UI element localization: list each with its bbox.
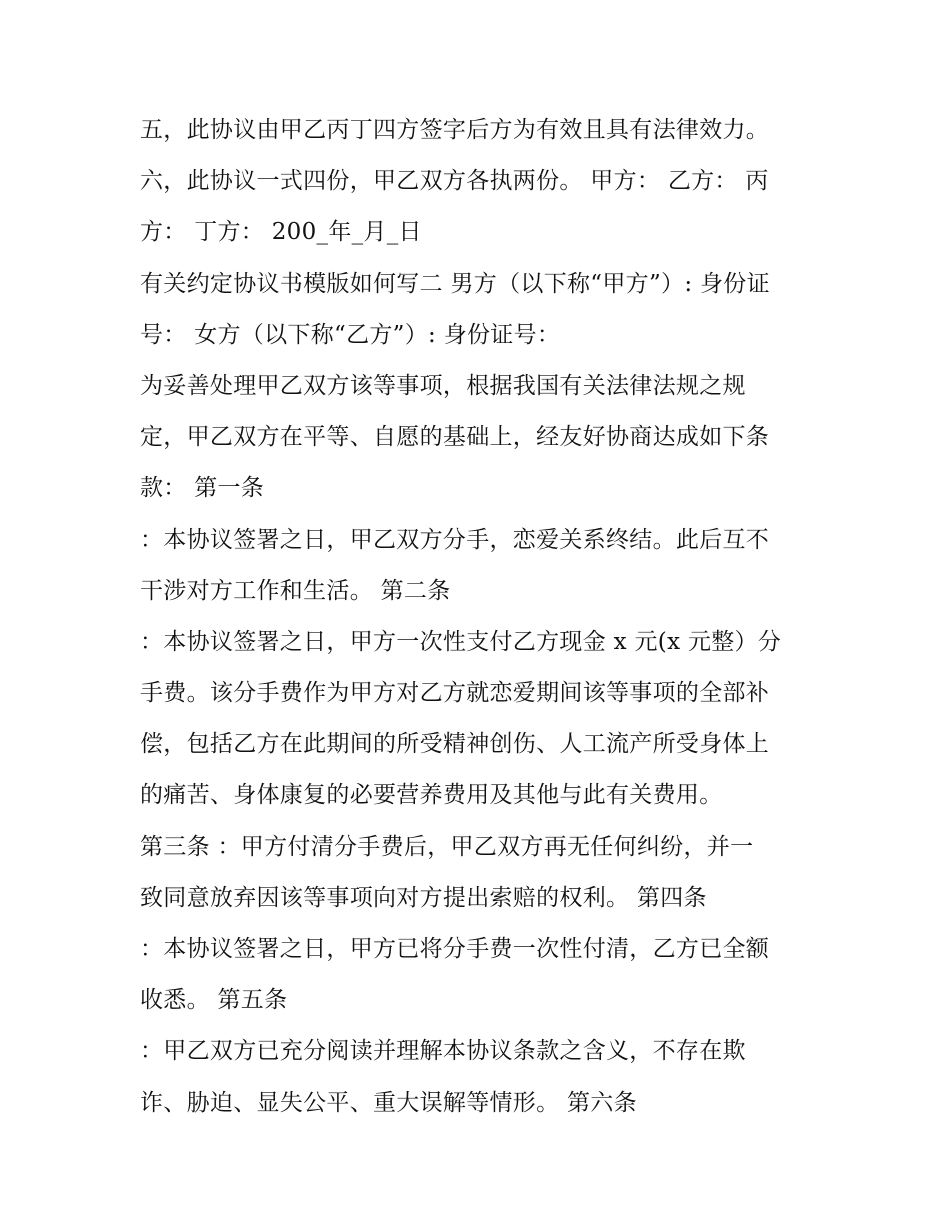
text-line: 六，此协议一式四份，甲乙双方各执两份。 甲方： 乙方： 丙 xyxy=(140,168,769,195)
text-line: 干涉对方工作和生活。 第二条 xyxy=(140,577,451,604)
text-line: 号： 女方（以下称“乙方”）: 身份证号： xyxy=(140,321,561,348)
text-line: 致同意放弃因该等事项向对方提出索赔的权利。 第四条 xyxy=(140,884,707,911)
text-line: ：本协议签署之日，甲乙双方分手，恋爱关系终结。此后互不 xyxy=(140,526,770,553)
text-line: 有关约定协议书模版如何写二 男方（以下称“甲方”）: 身份证 xyxy=(140,270,770,297)
text-line: 诈、胁迫、显失公平、重大误解等情形。 第六条 xyxy=(140,1089,637,1116)
text-line: ：甲乙双方已充分阅读并理解本协议条款之含义，不存在欺 xyxy=(140,1038,746,1065)
text-line: ：本协议签署之日，甲方已将分手费一次性付清，乙方已全额 xyxy=(140,936,770,962)
text-line: 第三条 ：甲方付清分手费后，甲乙双方再无任何纠纷，并一 xyxy=(140,833,754,860)
text-line: 款： 第一条 xyxy=(140,475,265,502)
text-line: ：本协议签署之日，甲方一次性支付乙方现金 x 元(x 元整）分 xyxy=(140,628,782,655)
text-line: 手费。该分手费作为甲方对乙方就恋爱期间该等事项的全部补 xyxy=(140,680,770,707)
text-line: 的痛苦、身体康复的必要营养费用及其他与此有关费用。 xyxy=(140,782,723,809)
text-line: 收悉。 第五条 xyxy=(140,987,288,1014)
text-line: 五，此协议由甲乙丙丁四方签字后方为有效且具有法律效力。 xyxy=(140,117,770,143)
text-line: 为妥善处理甲乙双方该等事项，根据我国有关法律法规之规 xyxy=(140,372,746,399)
text-line: 定，甲乙双方在平等、自愿的基础上，经友好协商达成如下条 xyxy=(140,424,770,451)
text-line: 偿，包括乙方在此期间的所受精神创伤、人工流产所受身体上 xyxy=(140,731,770,758)
text-line: 方： 丁方： 200_年_月_日 xyxy=(140,219,422,246)
document-body xyxy=(140,105,830,1129)
